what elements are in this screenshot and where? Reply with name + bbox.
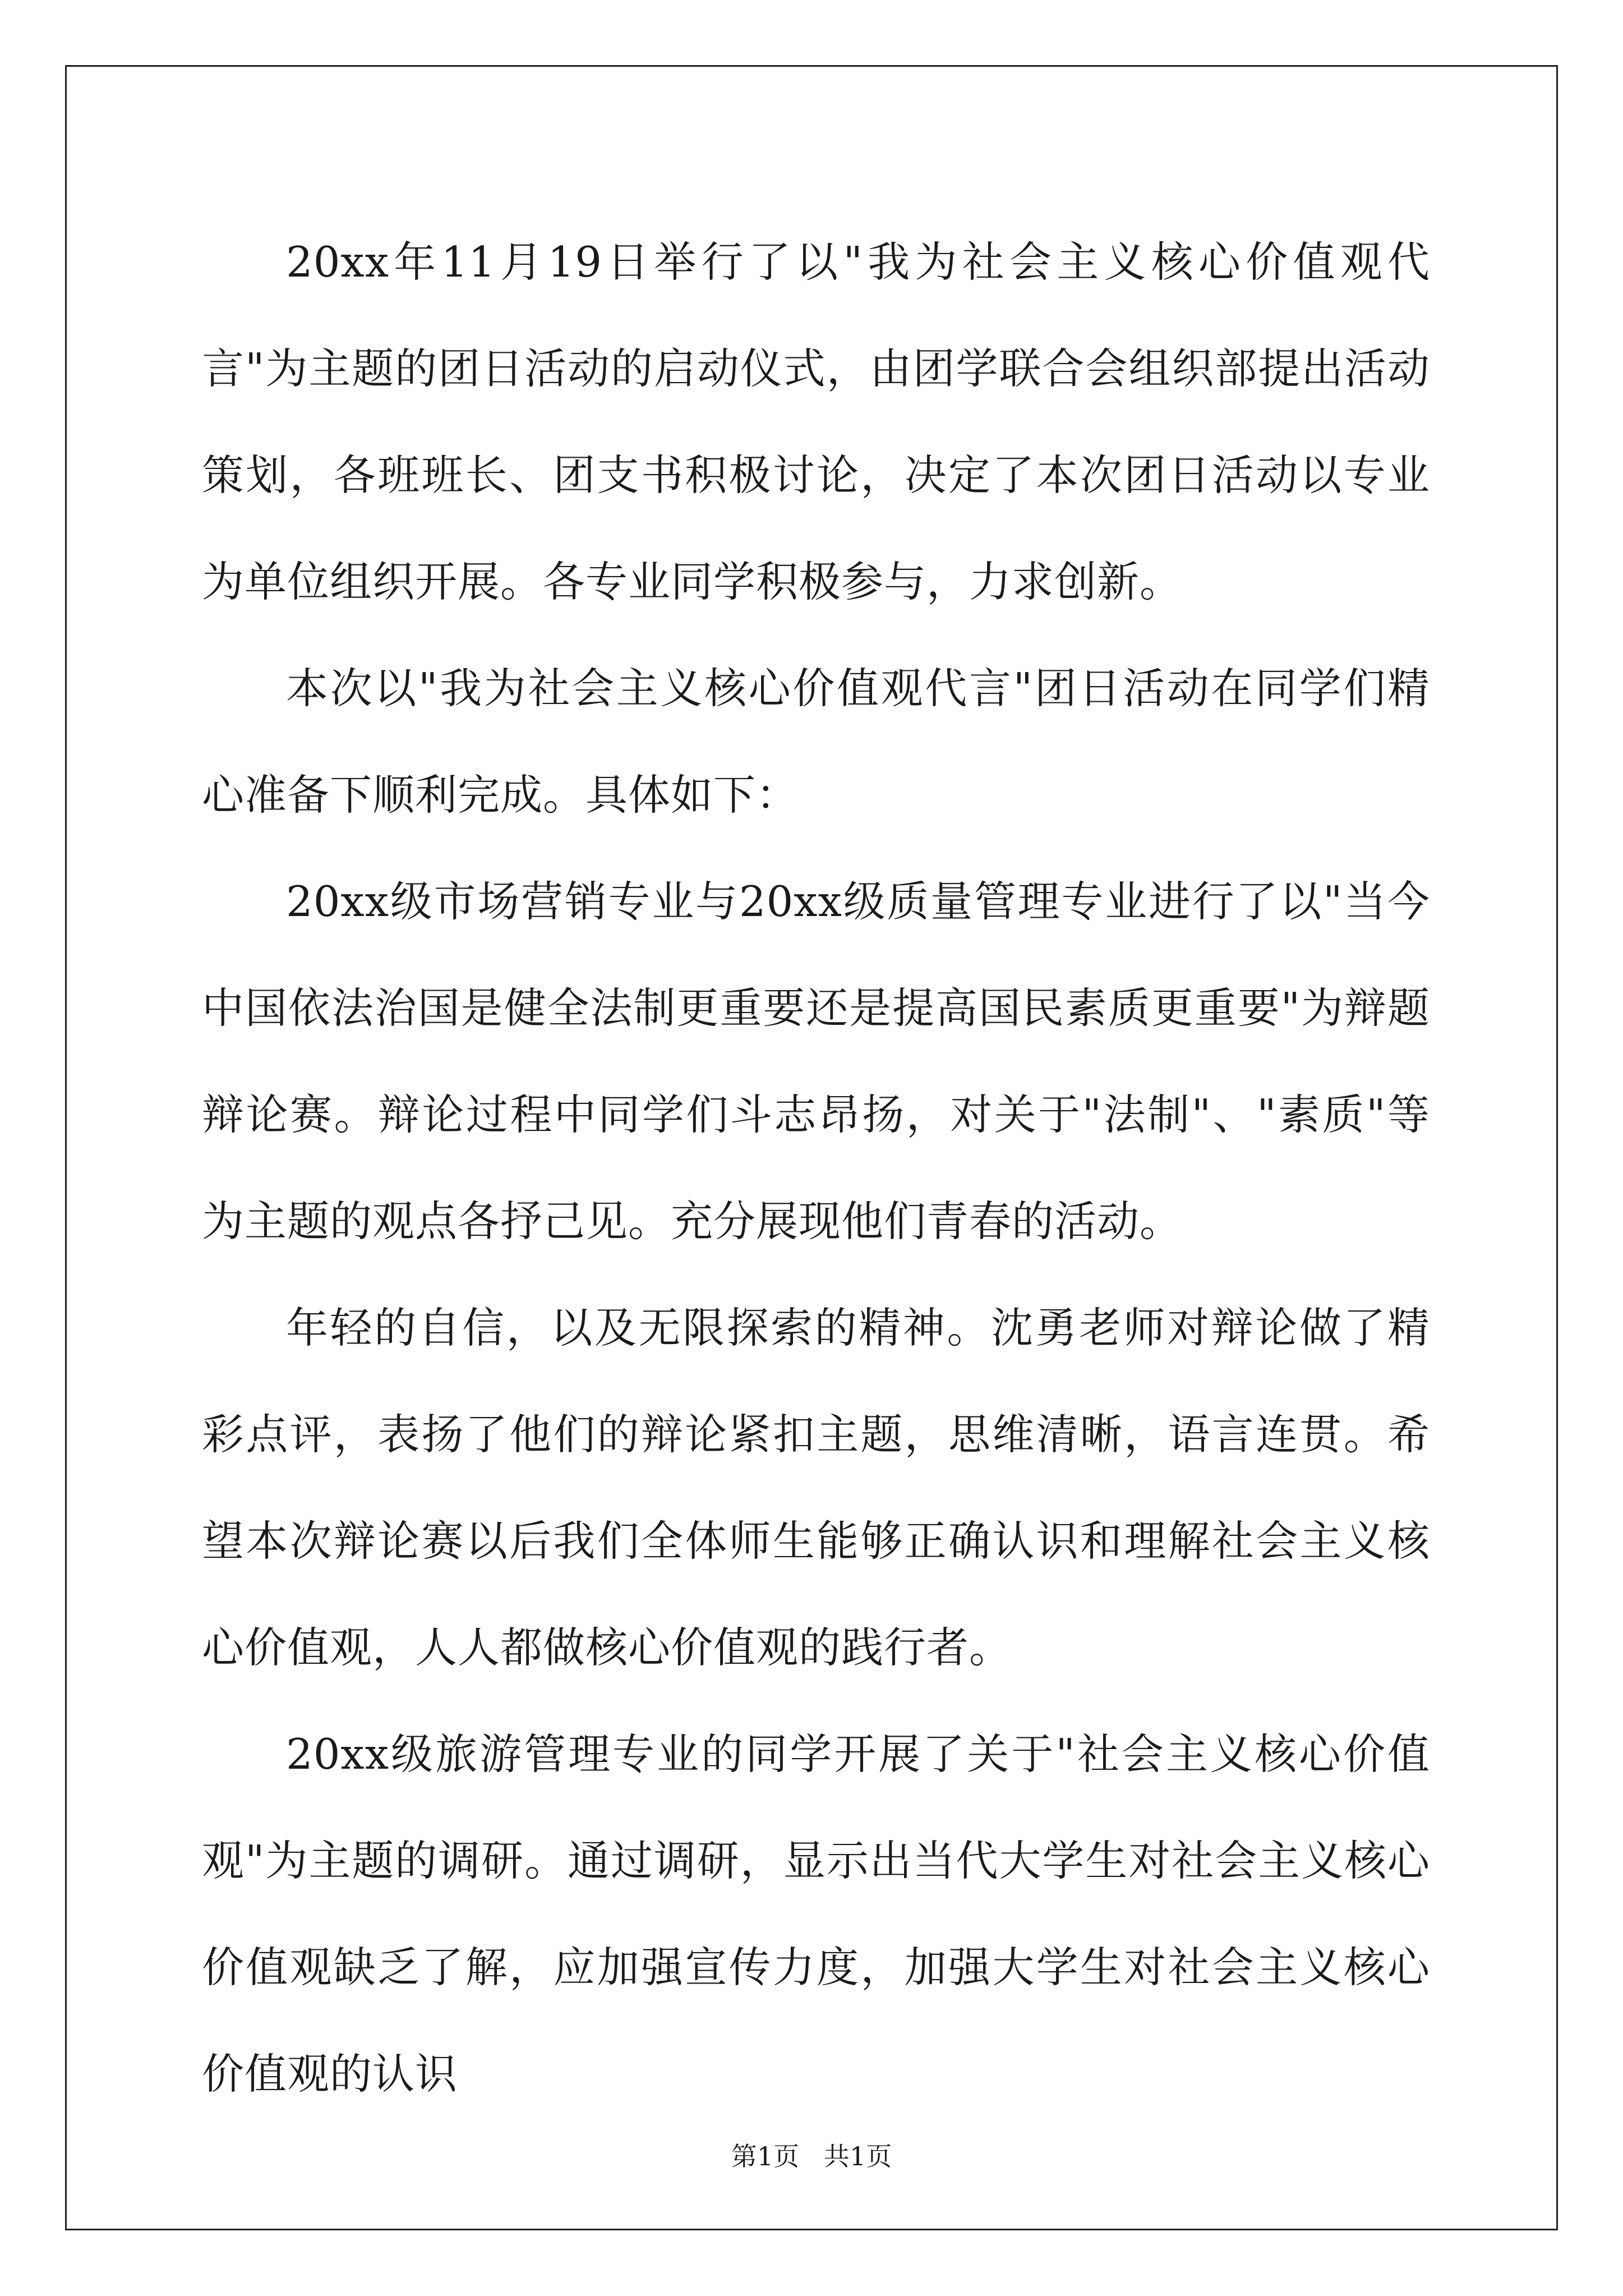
paragraph-3: 20xx级市场营销专业与20xx级质量管理专业进行了以"当今中国依法治国是健全法制更重要还是提高国民素质更重要"为辩题辩论赛。辩论过程中同学们斗志昂扬，对关于"法制"、"素质"等为主题的观点各抒己见。充分展现他们青春的活动。 [202,877,1430,1246]
paragraph-4: 年轻的自信，以及无限探索的精神。沈勇老师对辩论做了精彩点评，表扬了他们的辩论紧扣主题，思维清晰，语言连贯。希望本次辩论赛以后我们全体师生能够正确认识和理解社会主义核心价值观，人人都做核心价值观的践行者。 [202,1303,1430,1672]
page-footer: 第1页 共1页 [731,2141,892,2171]
paragraph-1: 20xx年11月19日举行了以"我为社会主义核心价值观代言"为主题的团日活动的启动仪式，由团学联合会组织部提出活动策划，各班班长、团支书积极讨论，决定了本次团日活动以专业为单位组织开展。各专业同学积极参与，力求创新。 [202,237,1430,606]
paragraph-5: 20xx级旅游管理专业的同学开展了关于"社会主义核心价值观"为主题的调研。通过调研，显示出当代大学生对社会主义核心价值观缺乏了解，应加强宣传力度，加强大学生对社会主义核心价值观的认识 [202,1729,1430,2099]
document-body [202,209,1430,2127]
paragraph-2: 本次以"我为社会主义核心价值观代言"团日活动在同学们精心准备下顺利完成。具体如下： [202,664,1430,820]
